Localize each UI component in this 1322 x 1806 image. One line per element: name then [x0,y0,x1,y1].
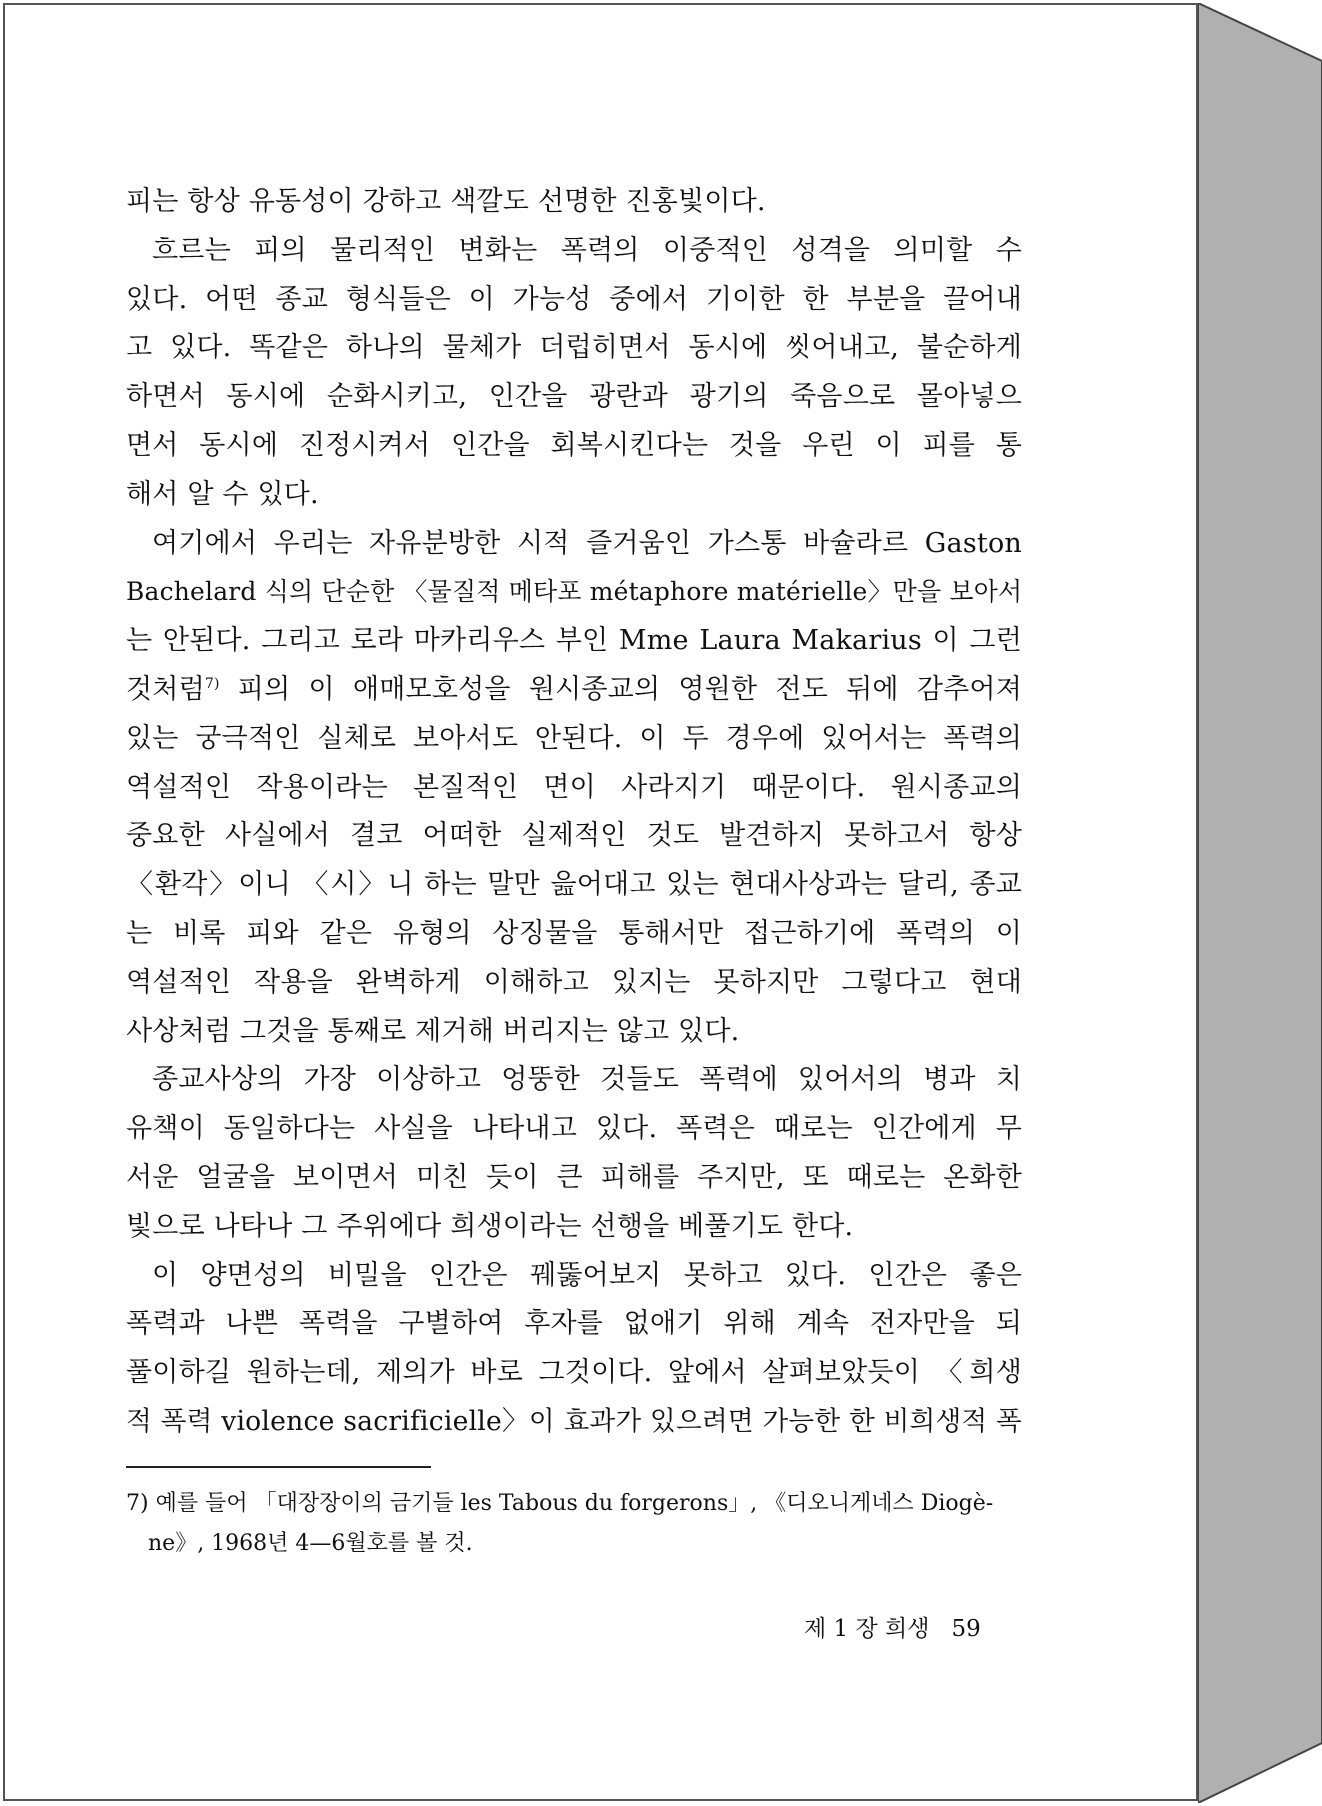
text-line: 서운 얼굴을 보이면서 미친 듯이 큰 피해를 주지만, 또 때로는 온화한 [126,1161,1022,1193]
chapter-title: 제 1 장 희생 [804,1616,930,1642]
text-line: Bachelard 식의 단순한 〈물질적 메타포 métaphore matérielle〉만을 보아서 [126,577,1023,607]
text-line: 는 안된다. 그리고 로라 마카리우스 부인 Mme Laura Makarius 이 그런 [126,625,1022,657]
text-line: 있는 궁극적인 실체로 보아서도 안된다. 이 두 경우에 있어서는 폭력의 [126,722,1022,754]
text-line: 해서 알 수 있다. [126,478,319,510]
paragraph-1 [126,178,1022,227]
text-line: 는 비록 피와 같은 유형의 상징물을 통해서만 접근하기에 폭력의 이 [126,917,1022,949]
footnote-line: 7) 예를 들어 「대장장이의 금기들 les Tabous du forgerons」, 《디오니게네스 Diogè- [126,1491,994,1516]
footnote-separator [126,1466,431,1468]
text-line: 여기에서 우리는 자유분방한 시적 즐거움인 가스통 바슐라르 Gaston [152,527,1022,559]
text-line: 역설적인 작용이라는 본질적인 면이 사라지기 때문이다. 원시종교의 [126,771,1022,803]
text-line: 피는 항상 유동성이 강하고 색깔도 선명한 진홍빛이다. [126,186,766,217]
text-line: 적 폭력 violence sacrificielle〉이 효과가 있으려면 가능한 한 비희생적 폭 [126,1405,1022,1437]
footnote-line: ne》, 1968년 4—6월호를 볼 것. [148,1531,473,1556]
text-line: 면서 동시에 진정시켜서 인간을 회복시킨다는 것을 우린 이 피를 통 [126,429,1022,461]
running-footer [804,1610,981,1643]
text-line: 하면서 동시에 순화시키고, 인간을 광란과 광기의 죽음으로 몰아넣으 [126,381,1022,413]
text-line: 중요한 사실에서 결코 어떠한 실제적인 것도 발견하지 못하고서 항상 [126,820,1022,852]
text-line-with-footnote [126,666,1022,715]
spine-face [1198,3,1322,1803]
text-line: 종교사상의 가장 이상하고 엉뚱한 것들도 폭력에 있어서의 병과 치 [152,1064,1022,1096]
text-line: 풀이하길 원하는데, 제의가 바로 그것이다. 앞에서 살펴보았듯이 〈희생 [126,1357,1022,1389]
text-segment: 피의 이 애매모호성을 원시종교의 영원한 전도 뒤에 감추어져 [219,673,1022,705]
body-text [126,178,1022,1447]
text-line: 고 있다. 똑같은 하나의 물체가 더럽히면서 동시에 씻어내고, 불순하게 [126,332,1022,364]
text-line: 사상처럼 그것을 통째로 제거해 버리지는 않고 있다. [126,1015,740,1047]
book-spine-edge [1198,3,1322,1803]
paragraph-5 [126,1252,1022,1447]
text-segment: 것처럼 [126,673,205,705]
text-line: 폭력과 나쁜 폭력을 구별하여 후자를 없애기 위해 계속 전자만을 되 [126,1308,1022,1340]
paragraph-3 [126,520,1022,1057]
text-line: 있다. 어떤 종교 형식들은 이 가능성 중에서 기이한 한 부분을 끌어내 [126,283,1022,315]
footnote [126,1484,1022,1564]
text-line: 〈환각〉이니 〈시〉니 하는 말만 읊어대고 있는 현대사상과는 달리, 종교 [126,869,1022,901]
text-line: 빛으로 나타나 그 주위에다 희생이라는 선행을 베풀기도 한다. [126,1210,854,1242]
page-number: 59 [951,1616,981,1642]
paragraph-4 [126,1056,1022,1251]
text-line: 흐르는 피의 물리적인 변화는 폭력의 이중적인 성격을 의미할 수 [152,234,1022,266]
text-line: 이 양면성의 비밀을 인간은 꿰뚫어보지 못하고 있다. 인간은 좋은 [152,1259,1022,1291]
text-line: 유책이 동일하다는 사실을 나타내고 있다. 폭력은 때로는 인간에게 무 [126,1113,1022,1145]
paragraph-2 [126,227,1022,520]
footnote-reference: 7) [204,675,220,692]
text-line: 역설적인 작용을 완벽하게 이해하고 있지는 못하지만 그렇다고 현대 [126,966,1022,998]
